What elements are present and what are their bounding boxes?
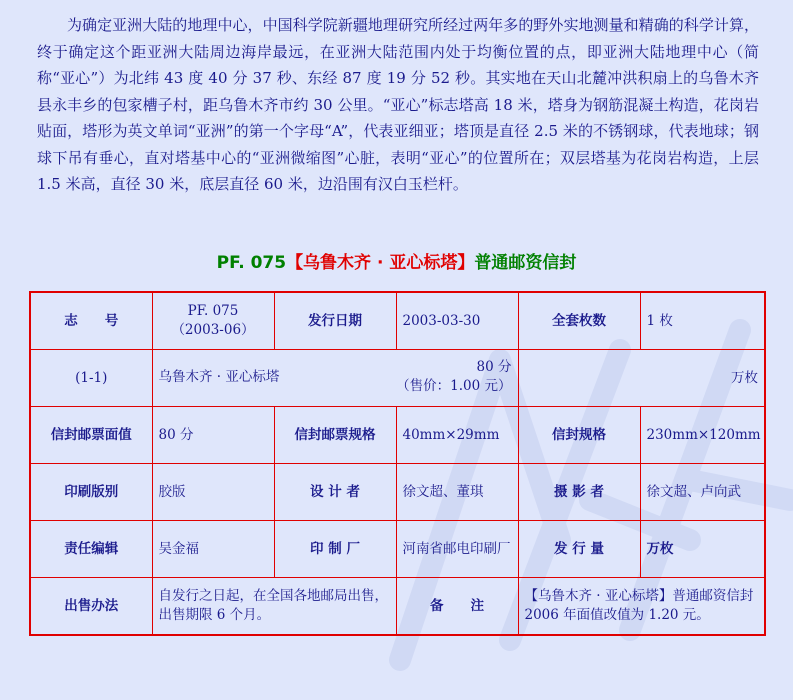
table-row bbox=[30, 350, 765, 407]
table-row bbox=[30, 578, 765, 636]
label-photographer: 摄 影 者 bbox=[518, 464, 640, 521]
label-face-value: 信封邮票面值 bbox=[30, 407, 152, 464]
label-code: 志 号 bbox=[30, 292, 152, 350]
table-row bbox=[30, 521, 765, 578]
title-suffix: 普通邮资信封 bbox=[474, 253, 577, 273]
sale-method: 自发行之日起，在全国各地邮局出售，出售期限 6 个月。 bbox=[152, 578, 396, 636]
item-name-text: 乌鲁木齐 · 亚心标塔 bbox=[158, 369, 280, 385]
item-quantity: 万枚 bbox=[518, 350, 765, 407]
issue-code bbox=[152, 292, 274, 350]
item-face-value: 80 分 bbox=[476, 359, 512, 375]
envelope-size: 230mm×120mm bbox=[640, 407, 765, 464]
printer: 河南省邮电印刷厂 bbox=[396, 521, 518, 578]
label-issue-date: 发行日期 bbox=[274, 292, 396, 350]
issue-code-year: （2003-06） bbox=[171, 322, 255, 338]
print-type: 胶版 bbox=[152, 464, 274, 521]
issue-info-table bbox=[29, 291, 766, 636]
volume: 万枚 bbox=[640, 521, 765, 578]
table-row bbox=[30, 292, 765, 350]
intro-paragraph: 为确定亚洲大陆的地理中心，中国科学院新疆地理研究所经过两年多的野外实地测量和精确的科学计算，终于确定这个距亚洲大陆周边海岸最远，在亚洲大陆范围内处于均衡位置的点，即亚洲大陆地理中心（简称“亚心”）为北纬 43 度 40 分 37 秒、东经 87 度 19 分 52 秒。其实地在天山北麓冲洪积扇上的乌鲁木齐县永丰乡的包家槽子村，距乌鲁木齐市约 30 公里。“亚心”标志塔高 18 米，塔身为钢筋混凝土构造，花岗岩贴面，塔形为英文单词“亚洲”的第一个字母“A”，代表亚细亚；塔顶是直径 2.5 米的不锈钢球，代表地球；钢球下吊有垂心，直对塔基中心的“亚洲微缩图”心脏，表明“亚心”的位置所在；双层塔基为花岗岩构造，上层 1.5 米高，直径 30 米，底层直径 60 米，边沿围有汉白玉栏杆。 bbox=[37, 16, 759, 193]
label-envelope-size: 信封规格 bbox=[518, 407, 640, 464]
label-sale-method: 出售办法 bbox=[30, 578, 152, 636]
item-name bbox=[152, 350, 518, 407]
label-printer: 印 制 厂 bbox=[274, 521, 396, 578]
page-title bbox=[0, 248, 793, 273]
editor: 吴金福 bbox=[152, 521, 274, 578]
label-stamp-size: 信封邮票规格 bbox=[274, 407, 396, 464]
label-volume: 发 行 量 bbox=[518, 521, 640, 578]
set-count: 1 枚 bbox=[640, 292, 765, 350]
label-set-count: 全套枚数 bbox=[518, 292, 640, 350]
item-sale-price: （售价：1.00 元） bbox=[396, 378, 512, 394]
stamp-size: 40mm×29mm bbox=[396, 407, 518, 464]
item-number: (1-1) bbox=[30, 350, 152, 407]
title-code: PF. 075 bbox=[216, 253, 287, 273]
issue-date: 2003-03-30 bbox=[396, 292, 518, 350]
item-price-box bbox=[396, 358, 511, 396]
face-value: 80 分 bbox=[152, 407, 274, 464]
table-row bbox=[30, 464, 765, 521]
table-row bbox=[30, 407, 765, 464]
remarks: 【乌鲁木齐 · 亚心标塔】普通邮资信封 2006 年面值改值为 1.20 元。 bbox=[518, 578, 765, 636]
label-designer: 设 计 者 bbox=[274, 464, 396, 521]
label-remarks: 备 注 bbox=[396, 578, 518, 636]
label-print-type: 印刷版别 bbox=[30, 464, 152, 521]
title-name: 【乌鲁木齐 · 亚心标塔】 bbox=[286, 253, 475, 273]
issue-code-number: PF. 075 bbox=[187, 303, 239, 319]
label-editor: 责任编辑 bbox=[30, 521, 152, 578]
designer: 徐文超、董琪 bbox=[396, 464, 518, 521]
photographer: 徐文超、卢向武 bbox=[640, 464, 765, 521]
